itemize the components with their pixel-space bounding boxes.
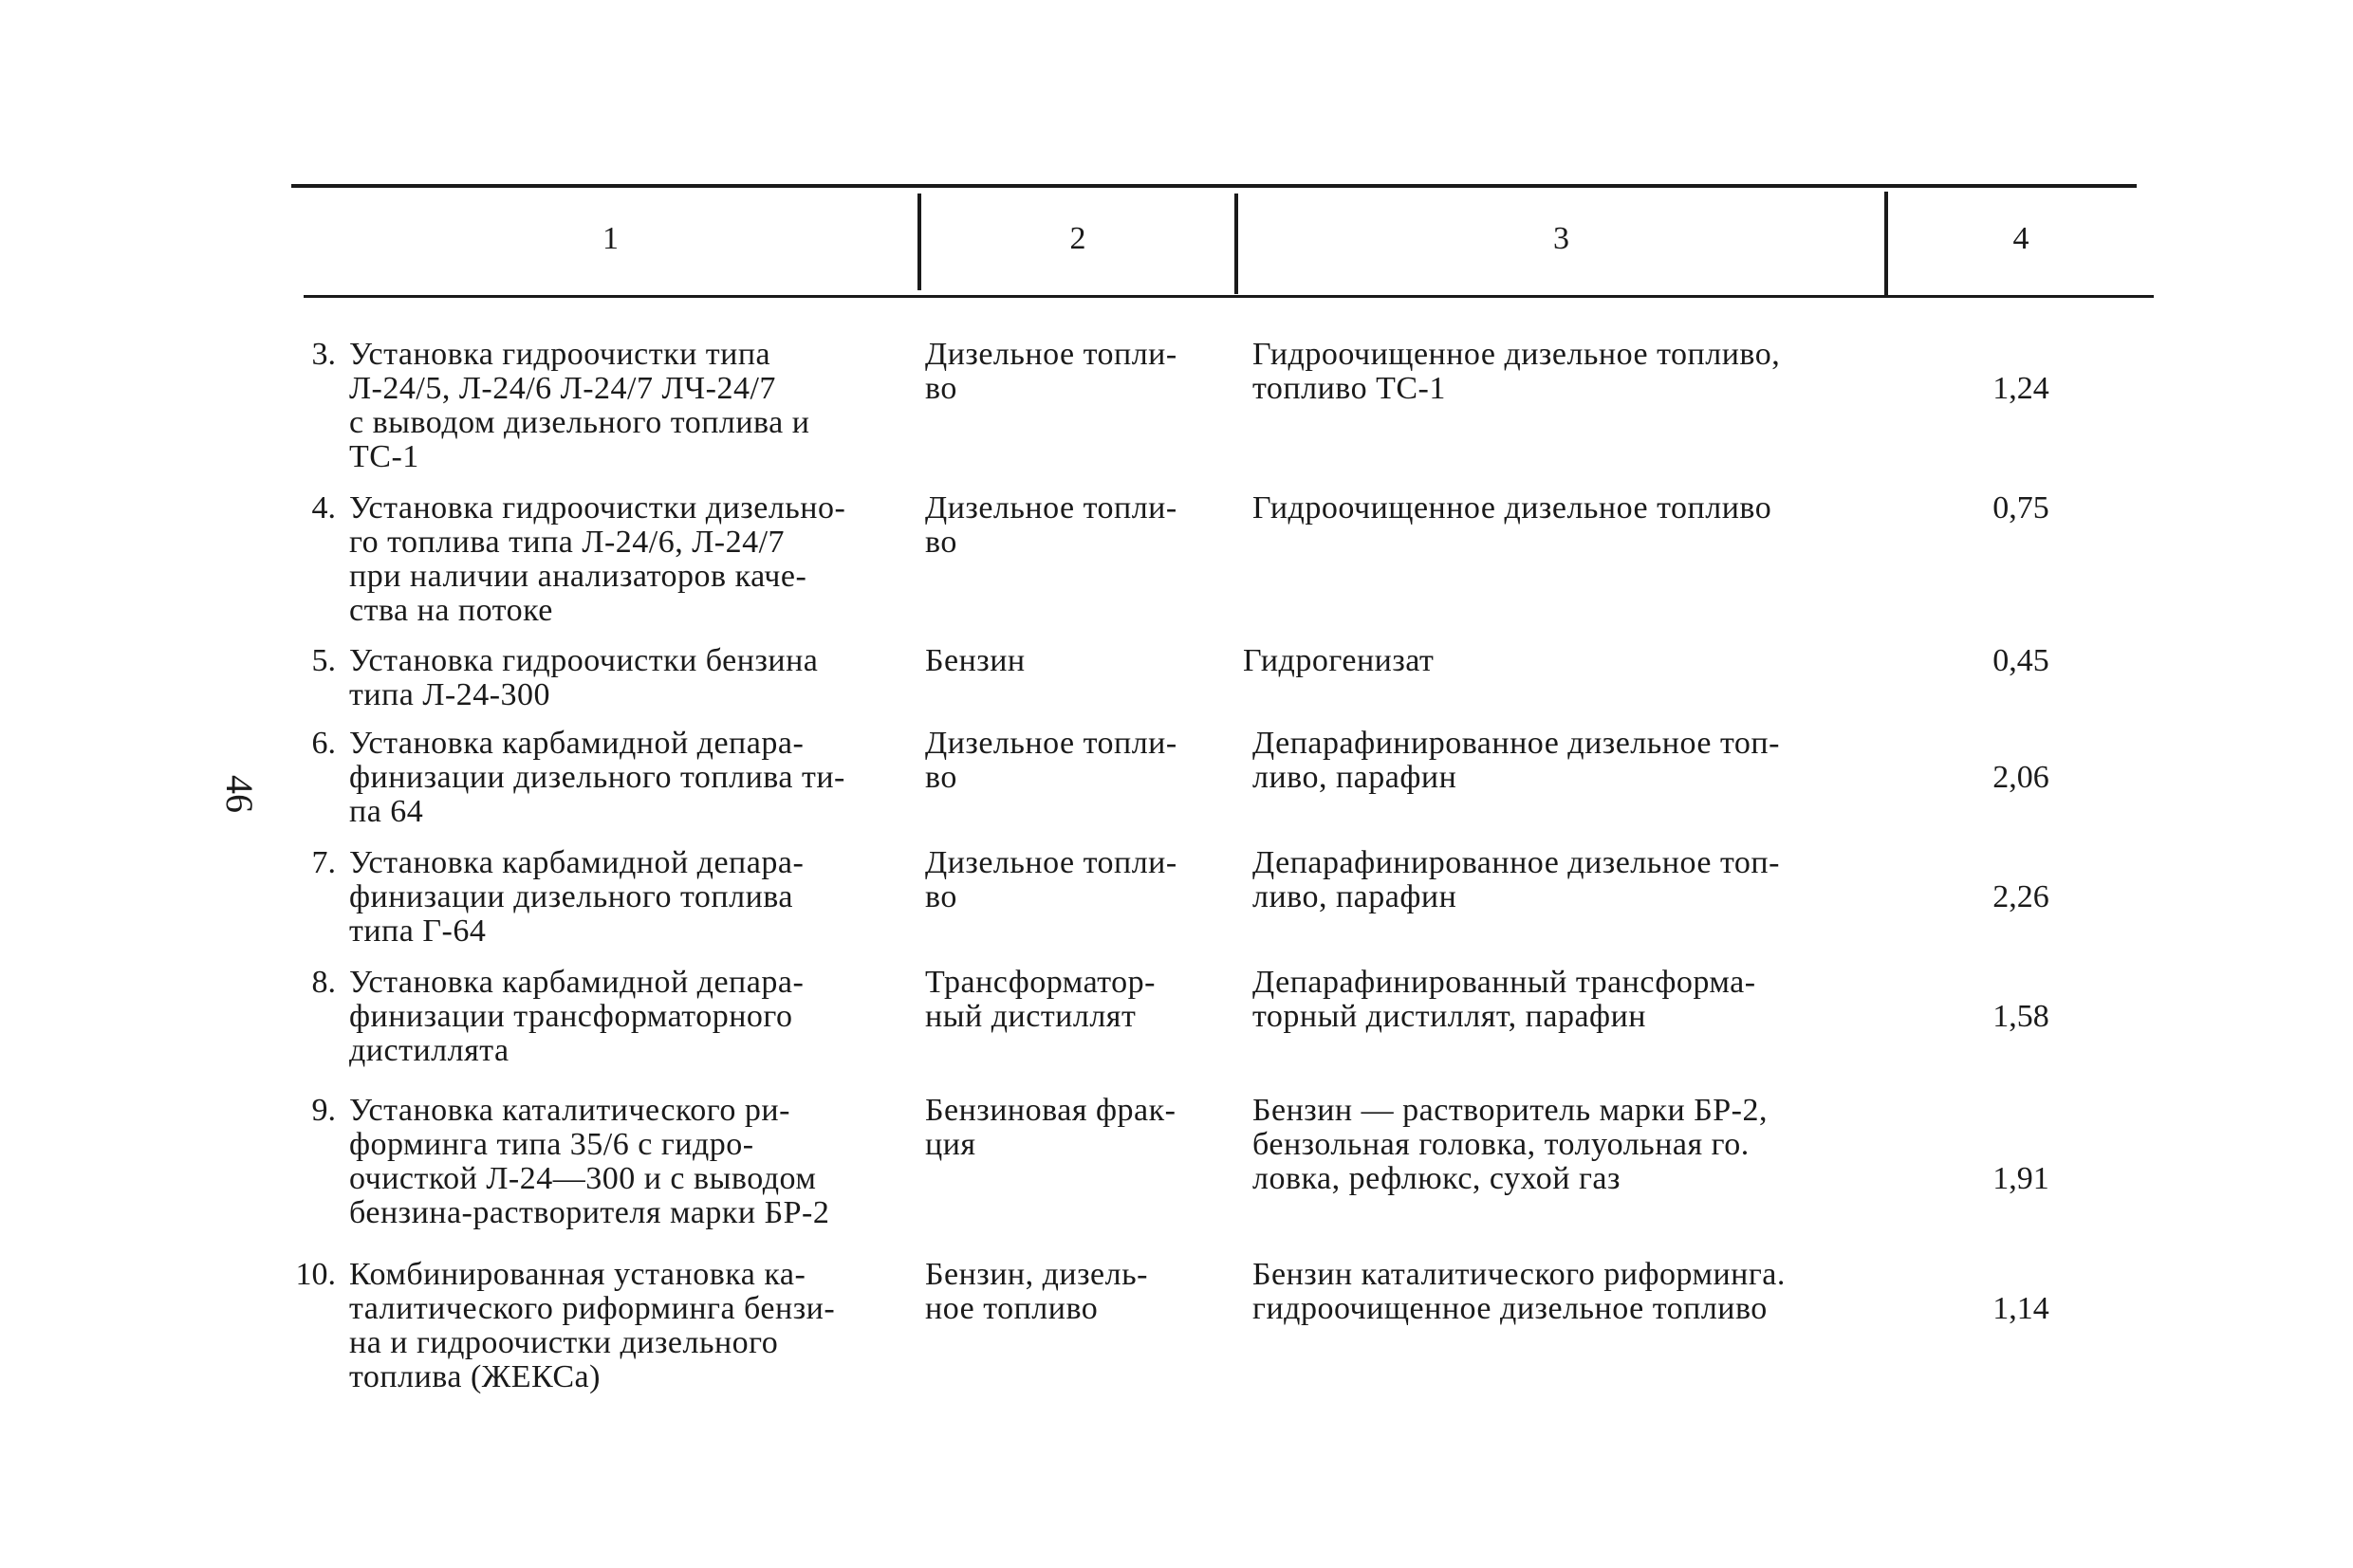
row-number: 6. xyxy=(311,726,336,761)
value-cell: 1,24 xyxy=(1992,371,2049,406)
value-cell: 2,06 xyxy=(1992,760,2049,795)
products-cell: Гидрогенизат xyxy=(1243,643,1435,678)
feedstock-cell: Дизельное топли- во xyxy=(925,726,1177,795)
column-header-3: 3 xyxy=(1553,221,1569,256)
column-header-2: 2 xyxy=(1069,221,1086,256)
row-number: 10. xyxy=(295,1257,336,1292)
products-cell: Депарафинированный трансформа- торный дистиллят, парафин xyxy=(1252,965,1756,1034)
installation-cell: Установка гидроочистки типа Л-24/5, Л-24/6 Л-24/7 ЛЧ-24/7 с выводом дизельного топлива и ТС-1 xyxy=(349,337,810,474)
products-cell: Депарафинированное дизельное топ- ливо, парафин xyxy=(1252,726,1780,795)
installation-cell: Установка гидроочистки дизельно- го топлива типа Л-24/6, Л-24/7 при наличии анализаторов каче- ства на потоке xyxy=(349,490,846,628)
row-number: 3. xyxy=(311,337,336,372)
products-cell: Гидроочищенное дизельное топливо xyxy=(1252,490,1772,526)
value-cell: 1,14 xyxy=(1992,1291,2049,1326)
feedstock-cell: Трансформатор- ный дистиллят xyxy=(925,965,1157,1034)
feedstock-cell: Дизельное топли- во xyxy=(925,337,1177,406)
column-header-1: 1 xyxy=(602,221,619,256)
table-top-rule xyxy=(291,184,2137,188)
feedstock-cell: Дизельное топли- во xyxy=(925,490,1177,560)
row-number: 7. xyxy=(311,845,336,880)
row-number: 9. xyxy=(311,1093,336,1128)
installation-cell: Комбинированная установка ка- талитического риформинга бензи- на и гидроочистки дизельного топлива (ЖЕКСа) xyxy=(349,1257,836,1394)
value-cell: 0,45 xyxy=(1992,643,2049,678)
installation-cell: Установка карбамидной депара- финизации дизельного топлива типа Г-64 xyxy=(349,845,805,949)
feedstock-cell: Бензин, дизель- ное топливо xyxy=(925,1257,1148,1326)
row-number: 8. xyxy=(311,965,336,1000)
products-cell: Бензин каталитического риформинга. гидроочищенное дизельное топливо xyxy=(1252,1257,1786,1326)
products-cell: Депарафинированное дизельное топ- ливо, парафин xyxy=(1252,845,1780,914)
installation-cell: Установка гидроочистки бензина типа Л-24-300 xyxy=(349,643,819,712)
installation-cell: Установка каталитического ри- форминга типа 35/6 с гидро- очисткой Л-24—300 и с выводом бензина-растворителя марки БР-2 xyxy=(349,1093,830,1230)
installation-cell: Установка карбамидной депара- финизации дизельного топлива ти- па 64 xyxy=(349,726,845,829)
table-header-rule xyxy=(304,295,2154,298)
row-number: 4. xyxy=(311,490,336,526)
feedstock-cell: Дизельное топли- во xyxy=(925,845,1177,914)
feedstock-cell: Бензин xyxy=(925,643,1026,678)
row-number: 5. xyxy=(311,643,336,678)
page-number: 46 xyxy=(218,775,261,813)
feedstock-cell: Бензиновая фрак- ция xyxy=(925,1093,1176,1162)
installation-cell: Установка карбамидной депара- финизации трансформаторного дистиллята xyxy=(349,965,805,1068)
value-cell: 0,75 xyxy=(1992,490,2049,526)
value-cell: 1,91 xyxy=(1992,1161,2049,1196)
value-cell: 2,26 xyxy=(1992,879,2049,914)
column-header-4: 4 xyxy=(2012,221,2029,256)
products-cell: Бензин — растворитель марки БР-2, бензольная головка, толуольная го. ловка, рефлюкс, сухой газ xyxy=(1252,1093,1768,1196)
products-cell: Гидроочищенное дизельное топливо, топливо ТС-1 xyxy=(1252,337,1781,406)
value-cell: 1,58 xyxy=(1992,999,2049,1034)
